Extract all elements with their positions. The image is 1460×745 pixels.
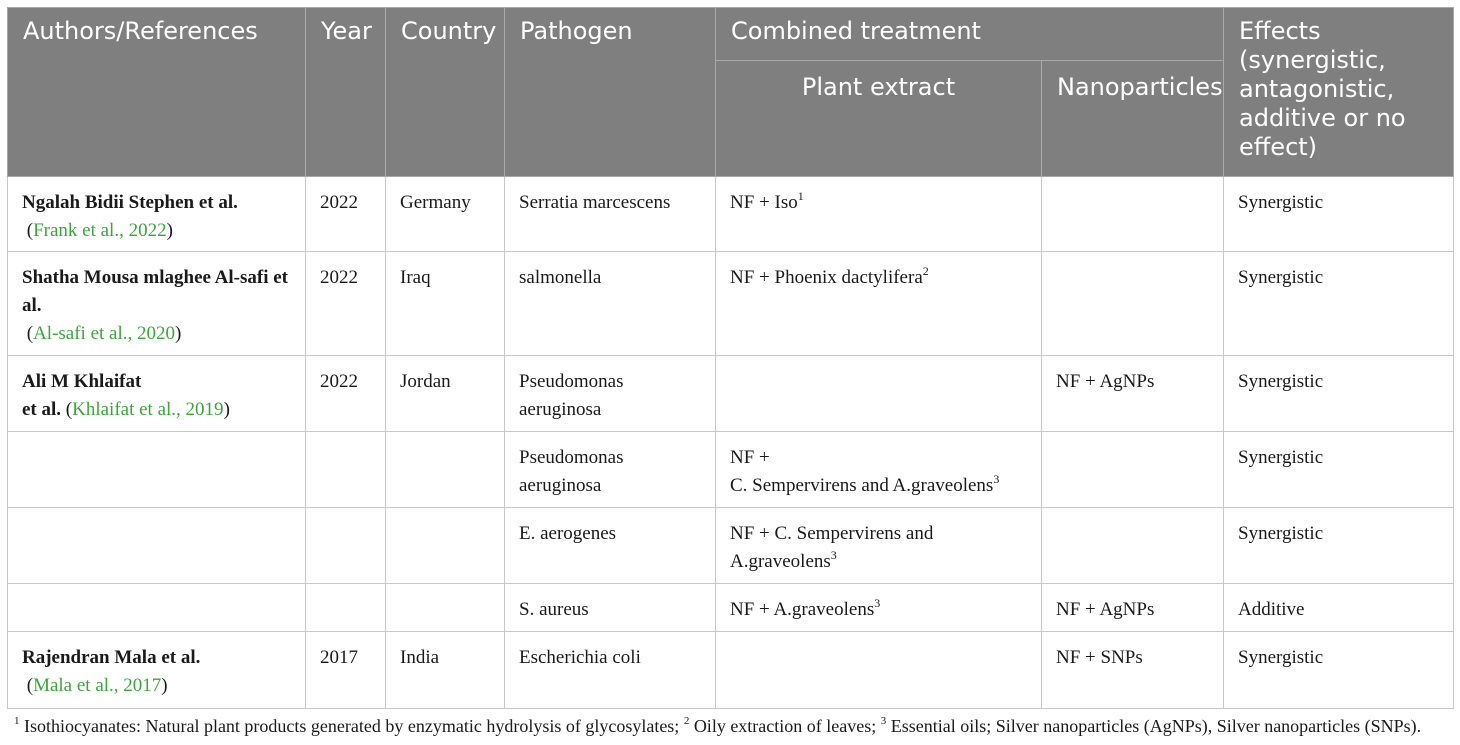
- header-effects: Effects (synergistic, antagonistic, additive or no effect): [1224, 8, 1454, 177]
- author-cell: Ali M Khlaifat et al. (Khlaifat et al., 2019): [8, 356, 306, 432]
- plant-extract-cell: NF + Phoenix dactylifera$^2$: [716, 252, 1042, 356]
- year-cell: [306, 584, 386, 632]
- table-row: [8, 632, 1454, 709]
- effect-cell: Synergistic: [1224, 632, 1454, 709]
- author-cell: Rajendran Mala et al. (Mala et al., 2017): [8, 632, 306, 709]
- plant-extract-cell: NF + C. Sempervirens and A.graveolens$^3$: [716, 432, 1042, 508]
- nanoparticles-cell: NF + SNPs: [1042, 632, 1224, 709]
- table-row: [8, 177, 1454, 252]
- table-row: [8, 252, 1454, 356]
- author-name: Shatha Mousa mlaghee Al-safi et al.: [22, 267, 288, 316]
- pathogen-cell: Pseudomonas aeruginosa: [505, 356, 716, 432]
- reference-link[interactable]: Al-safi et al., 2020: [33, 323, 176, 344]
- year-cell: [306, 508, 386, 584]
- effect-cell: Additive: [1224, 584, 1454, 632]
- header-year: Year: [306, 8, 386, 177]
- pathogen-cell: Serratia marcescens: [505, 177, 716, 252]
- author-cell: Ngalah Bidii Stephen et al. (Frank et al., 2022): [8, 177, 306, 252]
- pathogen-cell: salmonella: [505, 252, 716, 356]
- author-cell: [8, 432, 306, 508]
- nanoparticles-cell: [1042, 177, 1224, 252]
- header-authors: Authors/References: [8, 8, 306, 177]
- nanoparticles-cell: [1042, 432, 1224, 508]
- author-name: Ali M Khlaifat: [22, 371, 142, 392]
- nanoparticles-cell: [1042, 508, 1224, 584]
- table-row: [8, 356, 1454, 432]
- author-cell: Shatha Mousa mlaghee Al-safi et al. (Al-safi et al., 2020): [8, 252, 306, 356]
- nanoparticles-cell: NF + AgNPs: [1042, 356, 1224, 432]
- plant-extract-cell: NF + C. Sempervirens and A.graveolens$^3$: [716, 508, 1042, 584]
- header-nanoparticles: Nanoparticles: [1042, 61, 1224, 177]
- author-cell: [8, 508, 306, 584]
- author-name: Rajendran Mala et al.: [22, 647, 201, 668]
- pathogen-cell: E. aerogenes: [505, 508, 716, 584]
- header-country: Country: [386, 8, 505, 177]
- year-cell: 2022: [306, 356, 386, 432]
- reference-link[interactable]: Khlaifat et al., 2019: [72, 399, 224, 420]
- year-cell: 2022: [306, 177, 386, 252]
- country-cell: Germany: [386, 177, 505, 252]
- author-cell: [8, 584, 306, 632]
- table-row: [8, 432, 1454, 508]
- effect-cell: Synergistic: [1224, 356, 1454, 432]
- table-row: [8, 508, 1454, 584]
- country-cell: India: [386, 632, 505, 709]
- country-cell: [386, 584, 505, 632]
- plant-extract-cell: NF + A.graveolens$^3$: [716, 584, 1042, 632]
- reference-link[interactable]: Frank et al., 2022: [33, 220, 167, 241]
- table-footnote: $^1$ Isothiocyanates: Natural plant products generated by enzymatic hydrolysis of glycosylates; $^2$ Oily extraction of leaves; $^3$ Essential oils; Silver nanoparticles (AgNPs), Silver nanoparticles (SNPs).: [14, 715, 1422, 736]
- header-pathogen: Pathogen: [505, 8, 716, 177]
- header-plant-extract: Plant extract: [716, 61, 1042, 177]
- country-cell: Jordan: [386, 356, 505, 432]
- header-combined-treatment: Combined treatment: [716, 8, 1224, 61]
- country-cell: [386, 432, 505, 508]
- reference-link[interactable]: Mala et al., 2017: [33, 675, 162, 696]
- year-cell: 2022: [306, 252, 386, 356]
- year-cell: [306, 432, 386, 508]
- effect-cell: Synergistic: [1224, 432, 1454, 508]
- pathogen-cell: Pseudomonas aeruginosa: [505, 432, 716, 508]
- data-table: [7, 7, 1454, 709]
- country-cell: Iraq: [386, 252, 505, 356]
- plant-extract-cell: [716, 632, 1042, 709]
- effect-cell: Synergistic: [1224, 252, 1454, 356]
- plant-extract-cell: NF + Iso$^1$: [716, 177, 1042, 252]
- pathogen-cell: S. aureus: [505, 584, 716, 632]
- year-cell: 2017: [306, 632, 386, 709]
- nanoparticles-cell: [1042, 252, 1224, 356]
- author-name: Ngalah Bidii Stephen et al.: [22, 192, 238, 213]
- pathogen-cell: Escherichia coli: [505, 632, 716, 709]
- country-cell: [386, 508, 505, 584]
- plant-extract-cell: [716, 356, 1042, 432]
- effect-cell: Synergistic: [1224, 177, 1454, 252]
- nanoparticles-cell: NF + AgNPs: [1042, 584, 1224, 632]
- table-row: [8, 584, 1454, 632]
- effect-cell: Synergistic: [1224, 508, 1454, 584]
